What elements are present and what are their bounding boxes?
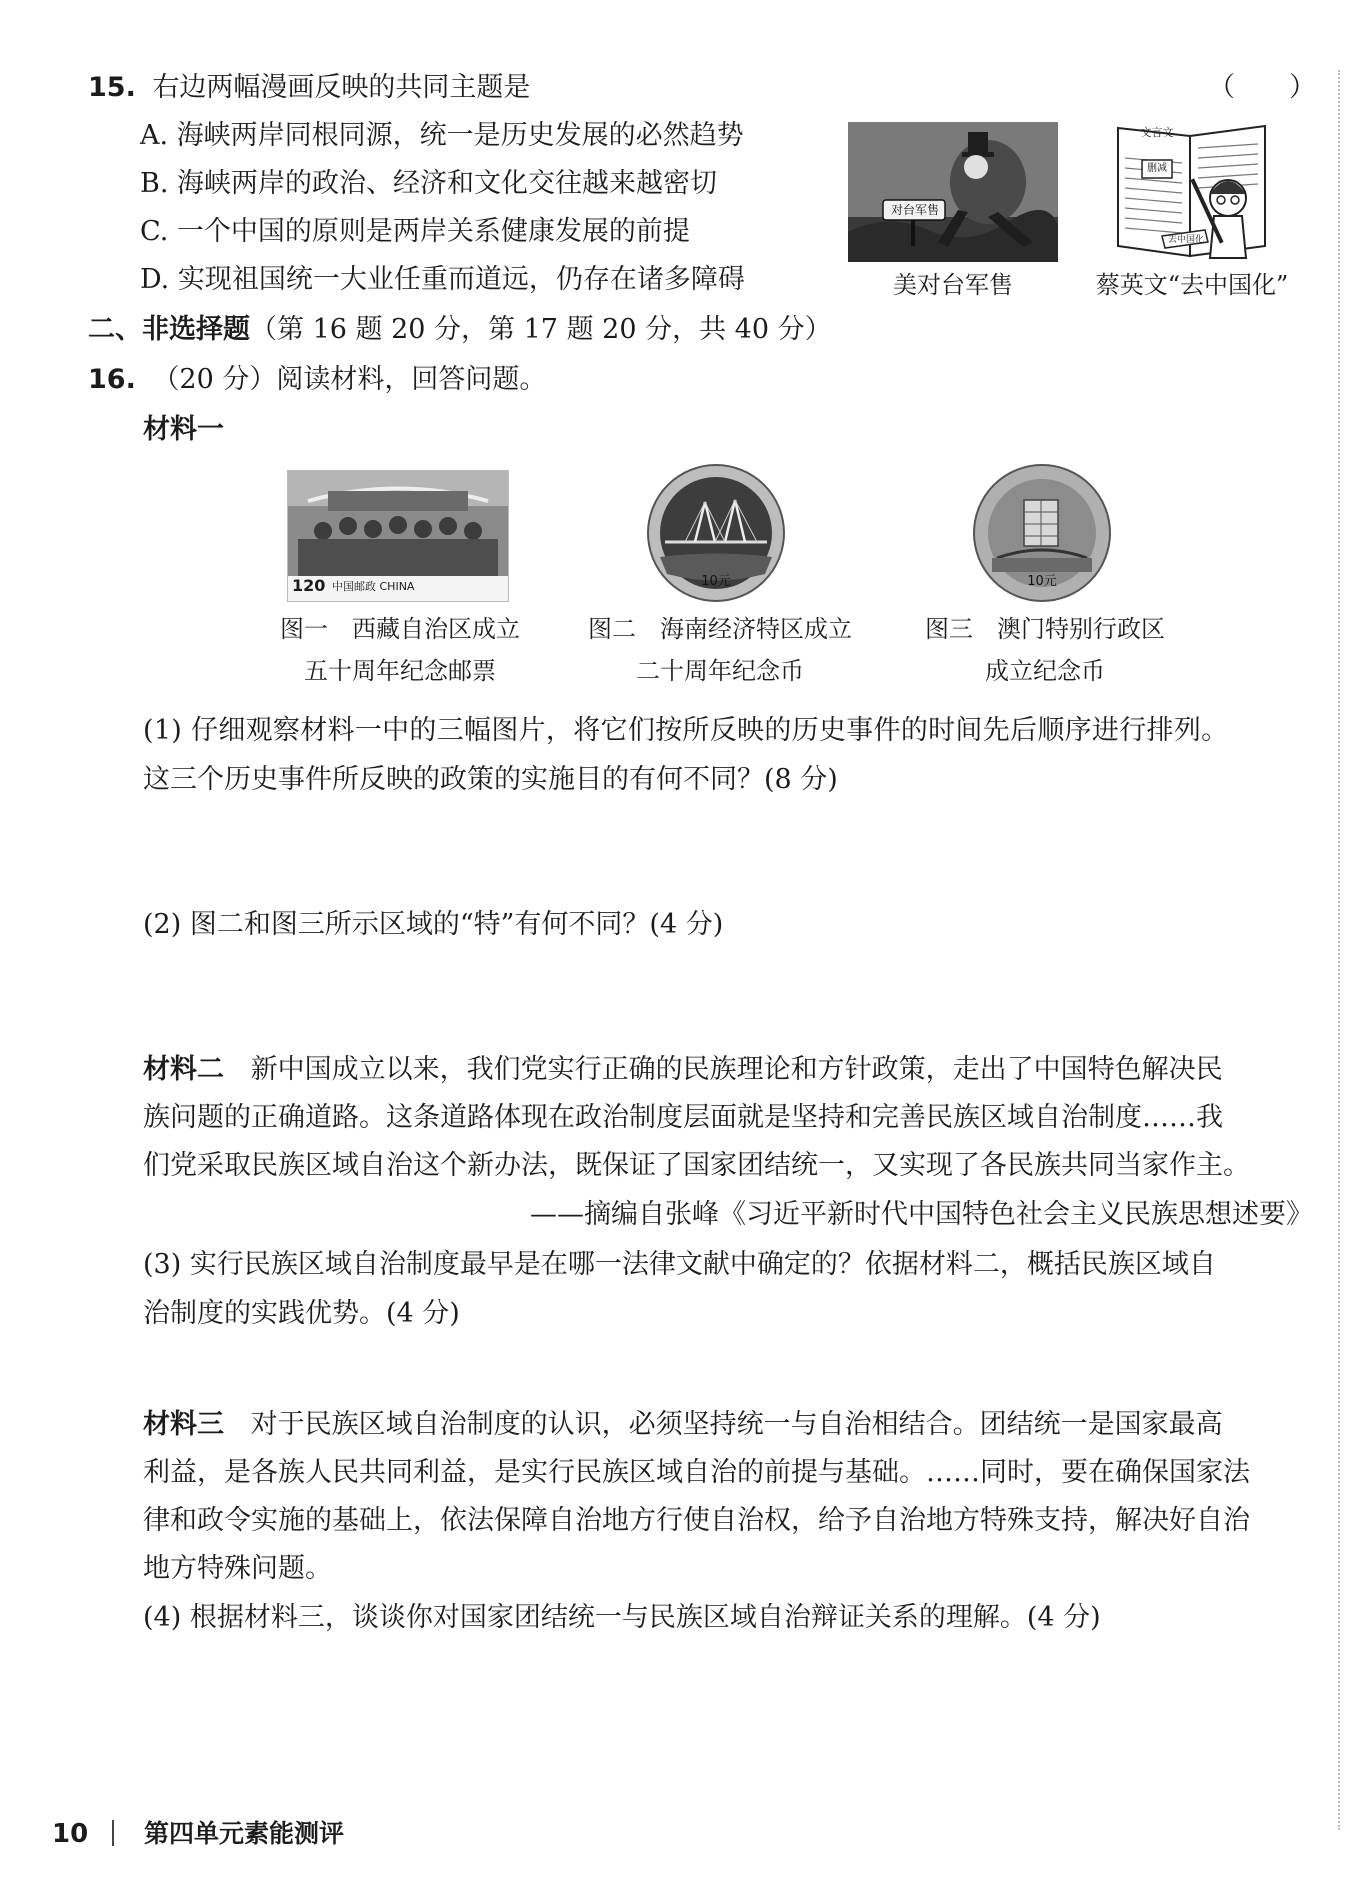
figure2-caption-line2: 二十周年纪念币 <box>636 657 804 685</box>
figure3-caption-line1: 图三 澳门特别行政区 <box>925 615 1165 643</box>
stamp-text: 中国邮政 CHINA <box>332 580 415 593</box>
q16-sub1-line2: 这三个历史事件所反映的政策的实施目的有何不同？(8 分) <box>143 764 838 795</box>
q15-option-d: D. 实现祖国统一大业任重而道远，仍存在诸多障碍 <box>140 264 745 295</box>
q16-sub4: (4) 根据材料三，谈谈你对国家团结统一与民族区域自治辩证关系的理解。(4 分) <box>143 1602 1101 1633</box>
q16-sub3-line1: (3) 实行民族区域自治制度最早是在哪一法律文献中确定的？依据材料二，概括民族区域自 <box>143 1249 1216 1280</box>
material3-label: 材料三 <box>143 1409 224 1440</box>
q16-intro: （20 分）阅读材料，回答问题。 <box>152 364 547 395</box>
q16-intro-line <box>88 360 546 400</box>
q16-sub2: (2) 图二和图三所示区域的“特”有何不同？(4 分) <box>143 909 724 940</box>
figure2-caption-line1: 图二 海南经济特区成立 <box>588 615 852 643</box>
q15-stem: 右边两幅漫画反映的共同主题是 <box>152 72 531 103</box>
cartoon2-caption: 蔡英文“去中国化” <box>1095 271 1289 299</box>
material2-label: 材料二 <box>143 1054 224 1085</box>
q16-sub1-line1: (1) 仔细观察材料一中的三幅图片，将它们按所反映的历史事件的时间先后顺序进行排列。 <box>143 715 1229 746</box>
q15-option-b: B. 海峡两岸的政治、经济和文化交往越来越密切 <box>140 168 718 199</box>
q15-option-a: A. 海峡两岸同根同源，统一是历史发展的必然趋势 <box>140 120 744 151</box>
q15-answer-paren: （ ） <box>1208 72 1316 103</box>
cartoon1-caption: 美对台军售 <box>893 271 1013 299</box>
material1-label: 材料一 <box>143 414 224 445</box>
q15-stem-line <box>88 68 530 108</box>
material2-text-1: 新中国成立以来，我们党实行正确的民族理论和方针政策，走出了中国特色解决民 <box>250 1054 1223 1085</box>
q16-sub3-line2: 治制度的实践优势。(4 分) <box>143 1298 460 1329</box>
book-title-text: 文言文 <box>1140 126 1174 139</box>
material3-line2: 利益，是各族人民共同利益，是实行民族区域自治的前提与基础。……同时，要在确保国家法 <box>143 1457 1250 1488</box>
figure1-caption-line2: 五十周年纪念邮票 <box>304 657 496 685</box>
material2-line1 <box>143 1050 1293 1090</box>
scroll-text: 去中国化 <box>1167 235 1204 245</box>
macau-coin-image <box>972 462 1112 604</box>
material2-line2: 族问题的正确道路。这条道路体现在政治制度层面就是坚持和完善民族区域自治制度……我 <box>143 1102 1223 1133</box>
cartoon-de-sinicization <box>1110 118 1275 266</box>
section2-heading-line <box>88 310 832 350</box>
q16-number: 16. <box>88 364 136 395</box>
section2-heading: 二、非选择题 <box>88 314 250 345</box>
paper-text: 删减 <box>1147 163 1167 174</box>
material3-line4: 地方特殊问题。 <box>143 1553 332 1584</box>
footer-title: 第四单元素能测评 <box>144 1819 345 1848</box>
q15-option-c: C. 一个中国的原则是两岸关系健康发展的前提 <box>140 216 690 247</box>
stamp-value: 120 <box>292 576 326 595</box>
page-edge-dots <box>1338 70 1340 1830</box>
material2-line3: 们党采取民族区域自治这个新办法，既保证了国家团结统一，又实现了各民族共同当家作主。 <box>143 1150 1250 1181</box>
cartoon-arms-sale <box>848 122 1058 262</box>
material2-source: ——摘编自张峰《习近平新时代中国特色社会主义民族思想述要》 <box>530 1199 1313 1230</box>
material3-line1 <box>143 1405 1223 1445</box>
hainan-coin-value: 10元 <box>701 574 731 589</box>
arms-sale-sign-text: 对台军售 <box>890 203 939 217</box>
page-number: 10 <box>52 1819 89 1849</box>
macau-coin-value: 10元 <box>1027 574 1057 589</box>
tibet-stamp-image <box>287 470 509 602</box>
footer-divider <box>112 1820 114 1846</box>
figure1-caption-line1: 图一 西藏自治区成立 <box>280 615 520 643</box>
figure3-caption-line2: 成立纪念币 <box>985 657 1105 685</box>
material3-line3: 律和政令实施的基础上，依法保障自治地方行使自治权，给予自治地方特殊支持，解决好自治 <box>143 1505 1250 1536</box>
material3-text-1: 对于民族区域自治制度的认识，必须坚持统一与自治相结合。团结统一是国家最高 <box>250 1409 1223 1440</box>
hainan-coin-image <box>645 462 787 604</box>
section2-note: （第 16 题 20 分，第 17 题 20 分，共 40 分） <box>250 314 832 345</box>
q15-number: 15. <box>88 72 136 103</box>
